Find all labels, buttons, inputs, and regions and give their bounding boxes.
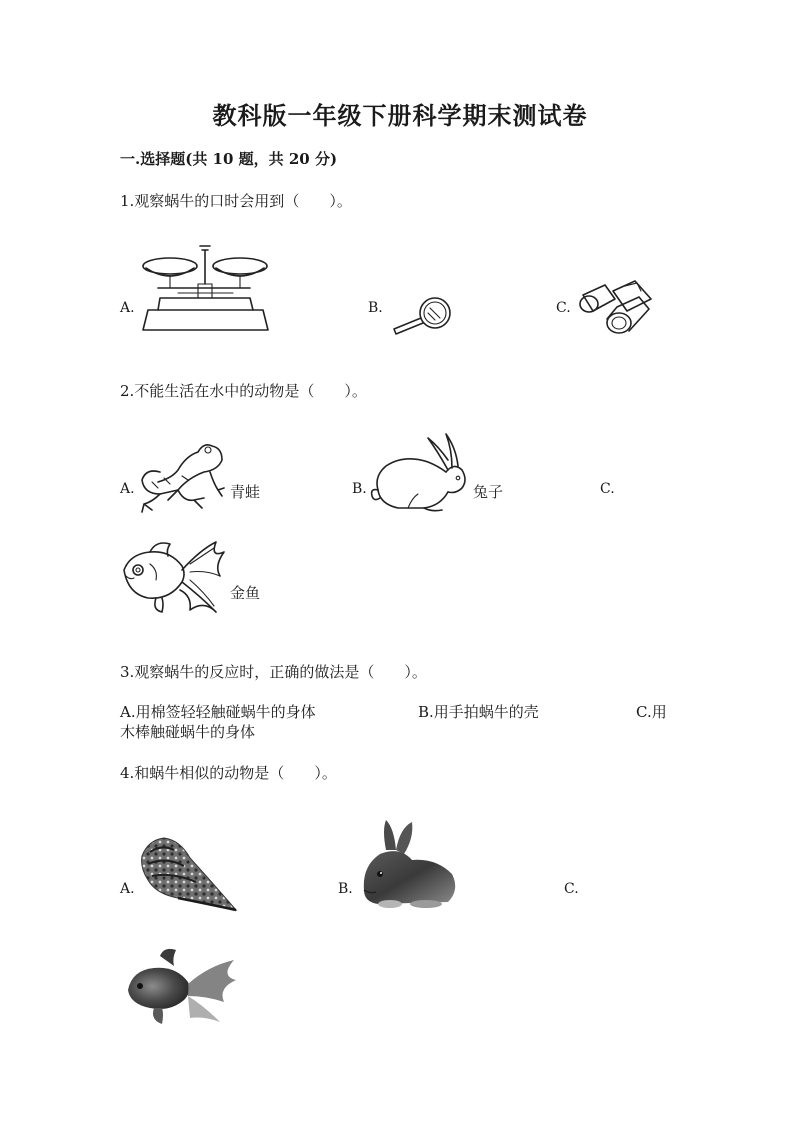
page-title: 教科版一年级下册科学期末测试卷 (212, 101, 588, 130)
question-2-stem: 2.不能生活在水中的动物是（ ）。 (120, 382, 367, 400)
frog-icon (138, 438, 228, 518)
binoculars-icon (577, 277, 657, 335)
q3-option-a-text: 用棉签轻轻触碰蜗牛的身体 (135, 703, 316, 721)
question-1-stem: 1.观察蜗牛的口时会用到（ ）。 (120, 192, 352, 210)
q3-option-b-text: 用手拍蜗牛的壳 (433, 703, 539, 721)
q2-option-b-label: B. (352, 481, 367, 497)
q4-option-c-label: C. (564, 881, 579, 897)
q1-option-c-label: C. (556, 300, 571, 316)
q3-option-a-label: A. (120, 703, 136, 721)
balance-scale-icon (138, 238, 273, 338)
question-4-stem: 4.和蜗牛相似的动物是（ ）。 (120, 764, 337, 782)
rabbit-photo (356, 818, 460, 912)
q2-option-b-caption: 兔子 (473, 483, 504, 501)
goldfish-icon (120, 540, 228, 616)
q1-option-b-label: B. (368, 300, 383, 316)
question-3-stem: 3.观察蜗牛的反应时，正确的做法是（ ）。 (120, 663, 427, 681)
q3-option-b (418, 701, 539, 722)
section-heading: 一.选择题(共 10 题，共 20 分) (120, 150, 338, 168)
magnifying-glass-icon (388, 296, 458, 336)
sea-shell-photo (138, 836, 240, 914)
q1-option-a-label: A. (120, 300, 135, 316)
goldfish-photo (124, 946, 238, 1028)
q3-option-c-continued: 木棒触碰蜗牛的身体 (120, 723, 256, 741)
q2-option-a-label: A. (120, 481, 135, 497)
q3-option-c (636, 701, 667, 722)
q2-option-c-label: C. (600, 481, 615, 497)
q4-option-b-label: B. (338, 881, 353, 897)
q3-option-b-label: B. (418, 703, 434, 721)
q3-option-a (120, 701, 316, 722)
rabbit-icon (368, 432, 472, 514)
q4-option-a-label: A. (120, 881, 135, 897)
q3-option-c-text-part1: 用 (651, 703, 667, 721)
q2-option-a-caption: 青蛙 (230, 483, 261, 501)
q2-option-c-caption: 金鱼 (230, 584, 261, 602)
q3-option-c-label: C. (636, 703, 652, 721)
